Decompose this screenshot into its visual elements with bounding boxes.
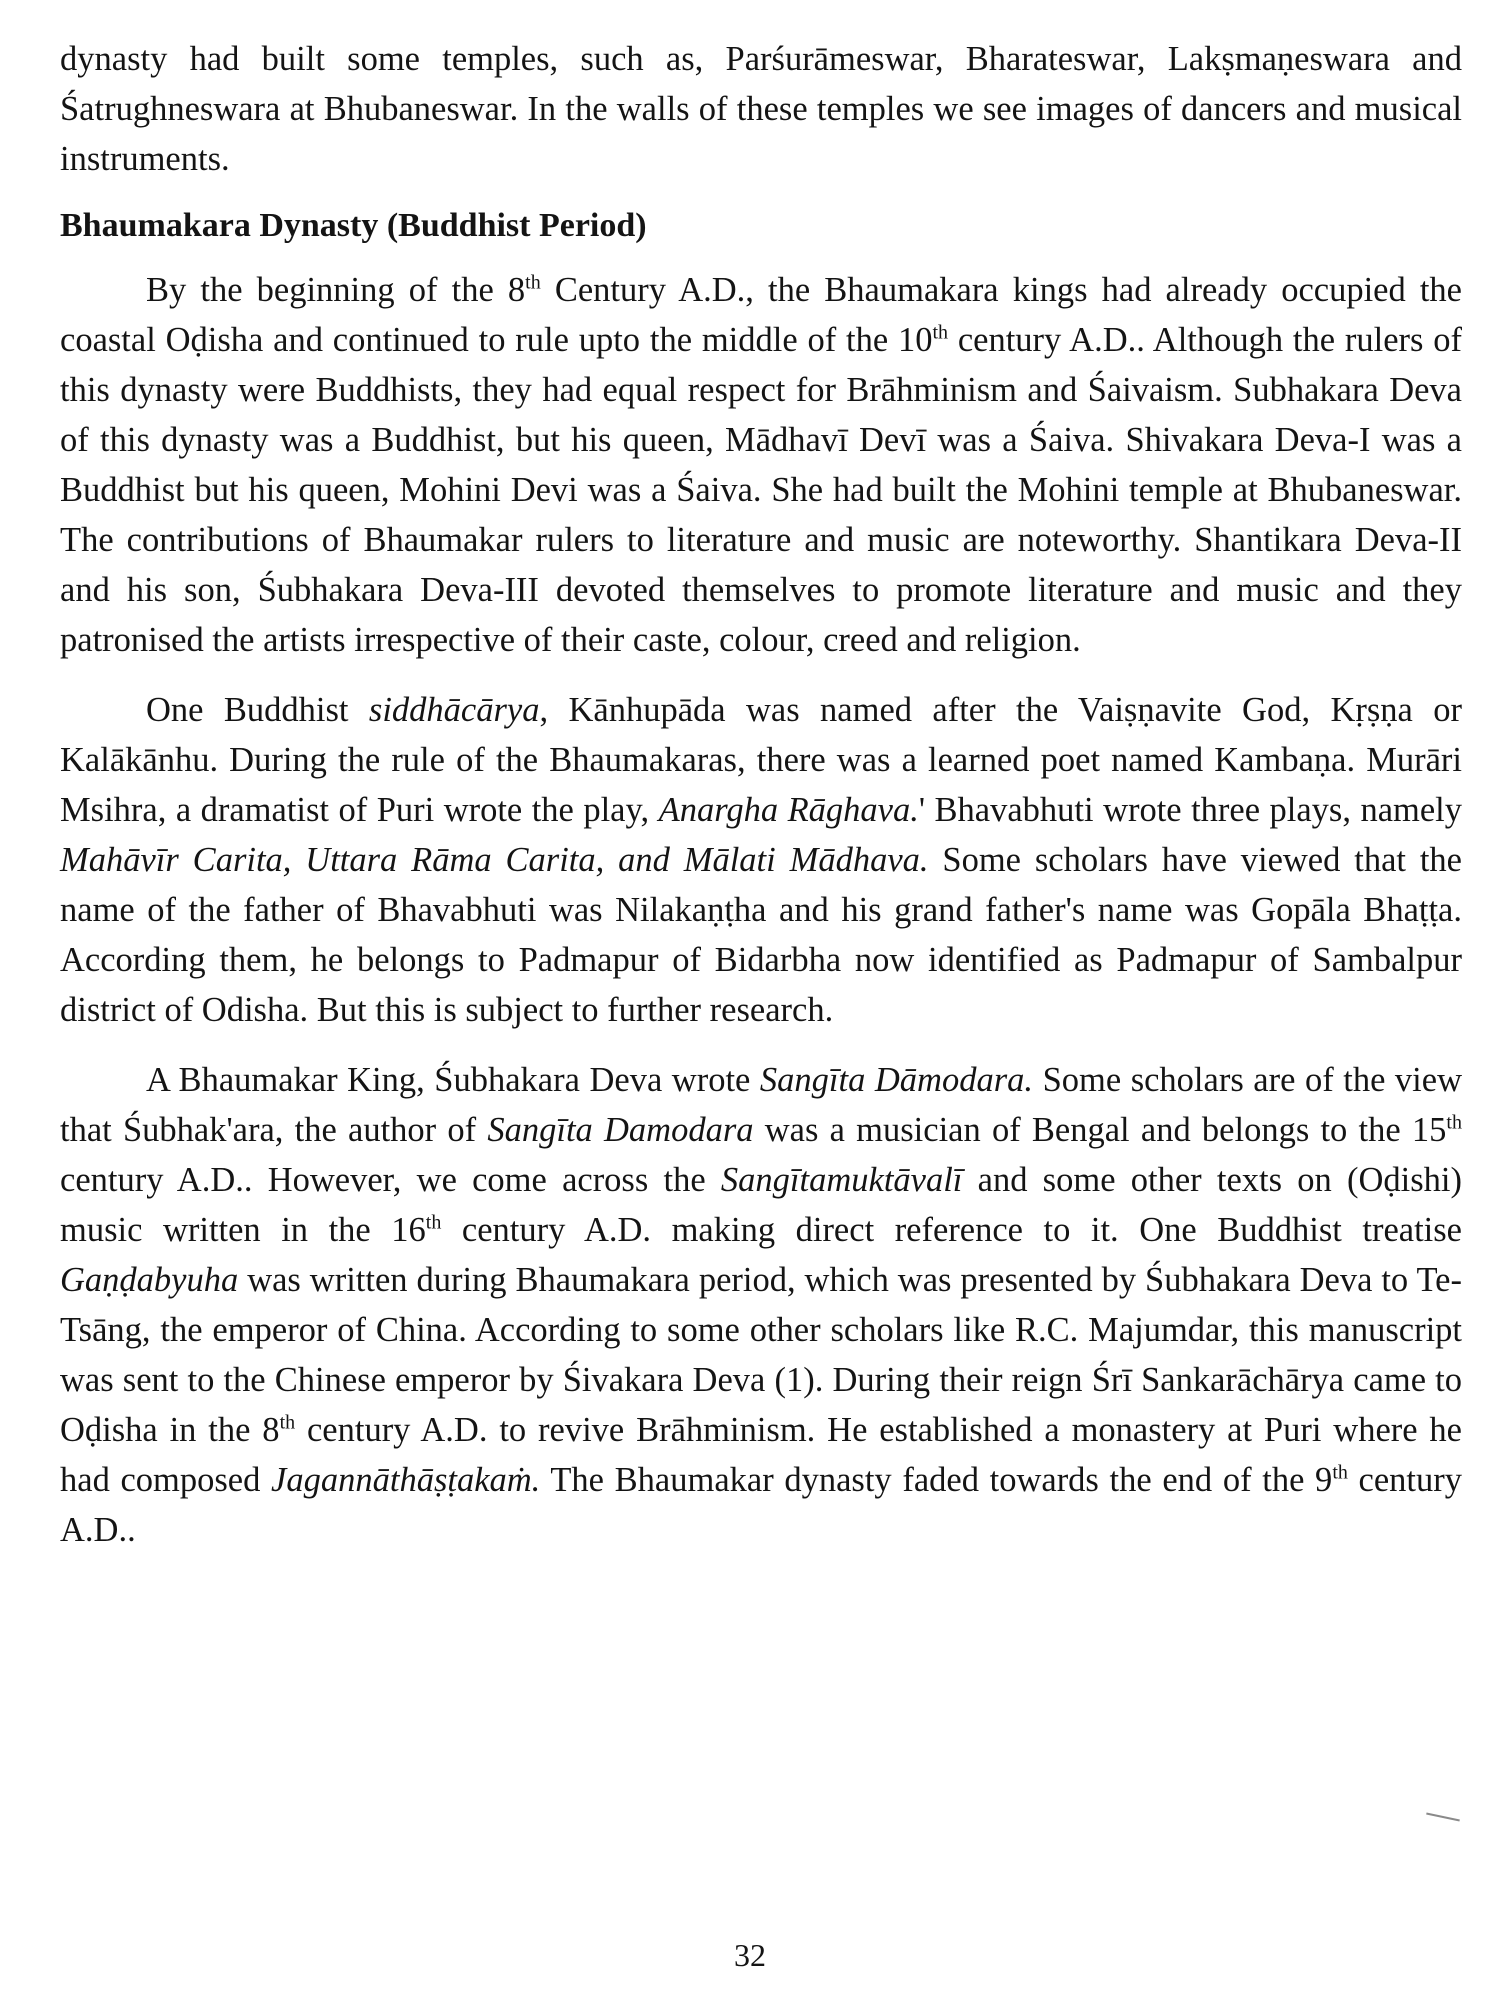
italic-term: siddhācārya	[368, 691, 540, 729]
text-run: Some scholars are of the view that Śubhak'ara, the author of	[60, 1061, 1462, 1149]
document-page	[60, 34, 1462, 1555]
page-number: 32	[734, 1937, 766, 1973]
paragraph-sangita-damodara	[60, 1055, 1462, 1555]
text-run: century A.D.. Although the rulers of this dynasty were Buddhists, they had equal respect for Brāhminism and Śaivaism. Subhakara Deva of this dynasty was a Buddhist, but his queen, Mādhavī Devī was a Śaiva. Shivakara Deva-I was a Buddhist but his queen, Mohini Devi was a Śaiva. She had built the Mohini temple at Bhubaneswar. The contributions of Bhaumakar rulers to literature and music are noteworthy. Shantikara Deva-II and his son, Śubhakara Deva-III devoted themselves to promote literature and music and they patronised the artists irrespective of their caste, colour, creed and religion.	[60, 321, 1462, 659]
text-run: One Buddhist	[146, 691, 369, 729]
text-run: ' Bhavabhuti wrote three plays, namely	[918, 791, 1463, 829]
text-run: , Kānhupāda was named after the Vaiṣṇavite God, Kṛṣṇa or Kalākānhu. During the rule of the Bhaumakaras, there was a learned poet named Kambaṇa. Murāri Msihra, a dramatist of Puri wrote the play,	[60, 691, 1462, 829]
text-run: and some other texts on (Oḍishi) music written in the 16	[60, 1161, 1462, 1249]
intro-paragraph: dynasty had built some temples, such as, Parśurāmeswar, Bharateswar, Lakṣmaṇeswara and Śatrughneswara at Bhubaneswar. In the walls of these temples we see images of dancers and musical instruments.	[60, 40, 1462, 178]
text-run: century A.D. making direct reference to it. One Buddhist treatise	[441, 1211, 1462, 1249]
italic-title: Sangīta Dāmodara.	[759, 1061, 1034, 1099]
italic-title: Sangīta Damodara	[487, 1111, 754, 1149]
text-run: was written during Bhaumakara period, which was presented by Śubhakara Deva to Te-Tsāng, the emperor of China. According to some other scholars like R.C. Majumdar, this manuscript was sent to the Chinese emperor by Śivakara Deva (1). During their reign Śrī Sankarāchārya came to Oḍisha in the 8	[60, 1261, 1462, 1449]
text-run: The Bhaumakar dynasty faded towards the end of the 9	[540, 1461, 1333, 1499]
superscript: th	[425, 1211, 442, 1234]
text-run: century A.D..	[60, 1461, 1462, 1549]
italic-title: Anargha Rāghava.	[658, 791, 919, 829]
superscript: th	[279, 1411, 296, 1434]
text-run: century A.D.. However, we come across the	[60, 1161, 721, 1199]
superscript: th	[1446, 1111, 1462, 1134]
superscript: th	[932, 321, 949, 344]
italic-title: Sangītamuktāvalī	[720, 1161, 963, 1199]
paragraph-bhaumakara-rule	[60, 265, 1462, 665]
text-run: Some scholars have viewed that the name of the father of Bhavabhuti was Nilakaṇṭha and his grand father's name was Gopāla Bhaṭṭa. According them, he belongs to Padmapur of Bidarbha now identified as Padmapur of Sambalpur district of Odisha. But this is subject to further research.	[60, 841, 1462, 1029]
superscript: th	[1332, 1461, 1348, 1484]
section-heading: Bhaumakara Dynasty (Buddhist Period)	[60, 207, 647, 244]
text-run: Century A.D., the Bhaumakara kings had already occupied the coastal Oḍisha and continued to rule upto the middle of the 10	[60, 271, 1462, 359]
italic-title: Jagannāthāṣṭakaṁ.	[271, 1461, 541, 1499]
italic-title: Gaṇḍabyuha	[60, 1261, 239, 1299]
paragraph-literature	[60, 685, 1462, 1035]
text-run: By the beginning of the 8	[146, 271, 526, 309]
text-run: century A.D. to revive Brāhminism. He established a monastery at Puri where he had composed	[60, 1411, 1462, 1499]
text-run: A Bhaumakar King, Śubhakara Deva wrote	[146, 1061, 760, 1099]
text-run: was a musician of Bengal and belongs to the 15	[753, 1111, 1447, 1149]
superscript: th	[525, 271, 541, 294]
italic-title: Mahāvīr Carita, Uttara Rāma Carita, and Mālati Mādhava.	[60, 841, 929, 879]
scan-mark	[1426, 1812, 1460, 1821]
